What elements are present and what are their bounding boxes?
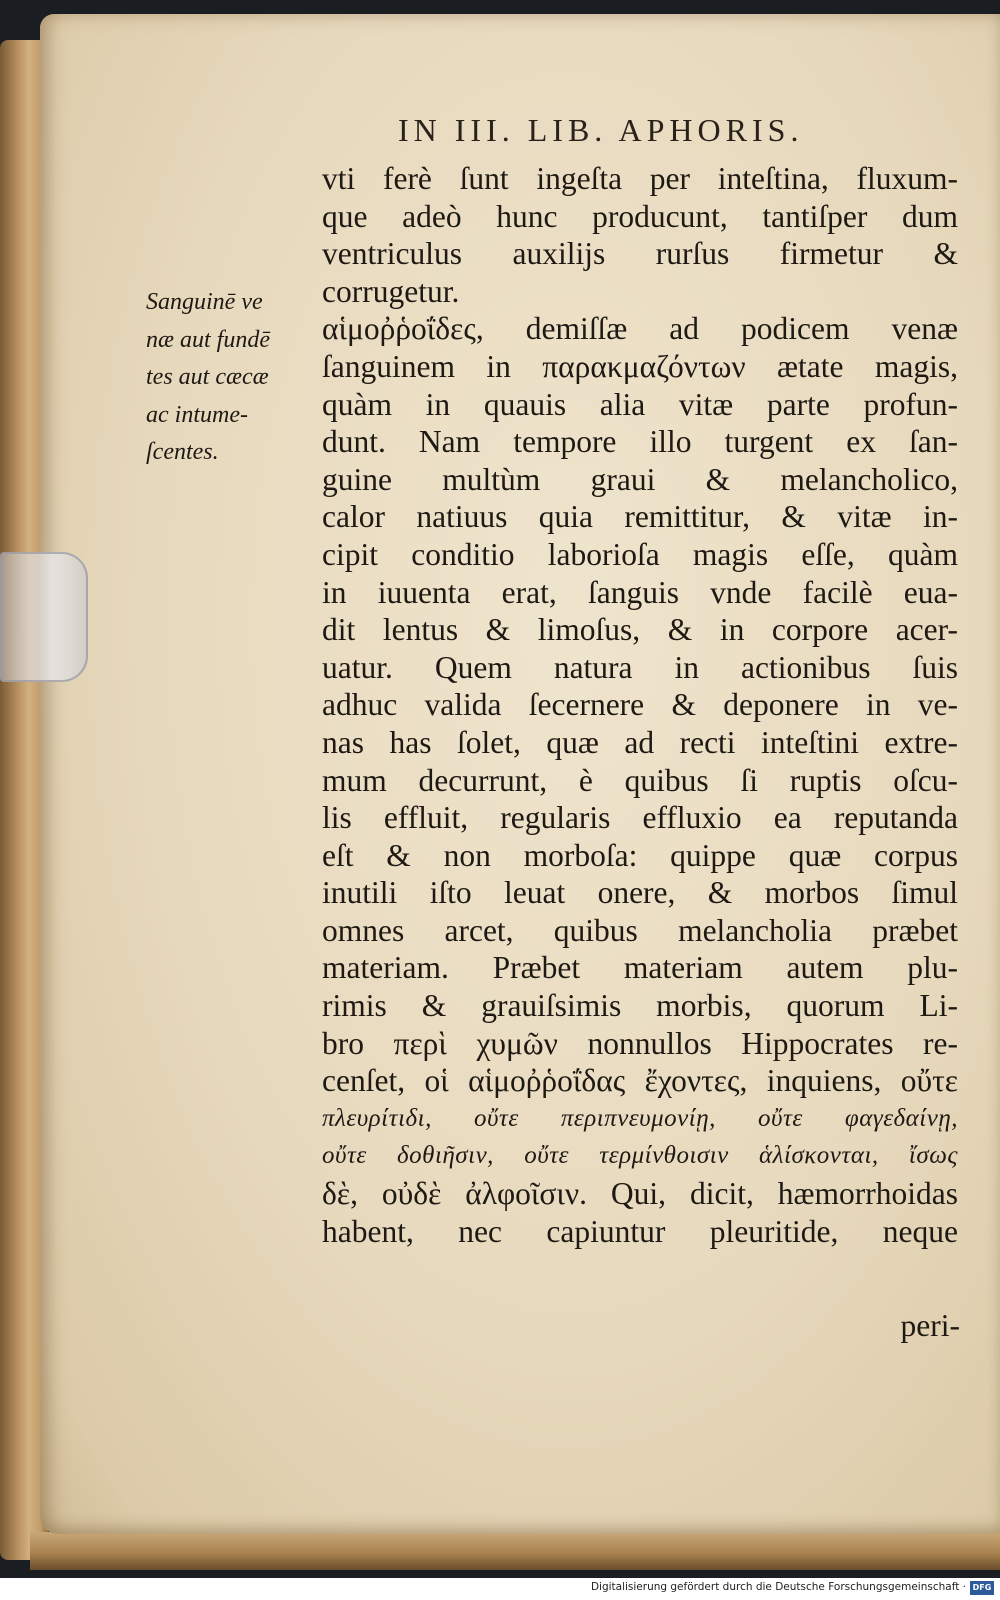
greek-text-line: οὔτε δοθιῆσιν, οὔτε τερμίνθοισιν ἁλίσκονται, ἴσως: [322, 1142, 958, 1170]
text-line: in iuuenta erat, ſanguis vnde facilè eua-: [322, 574, 958, 610]
text-line: materiam. Præbet materiam autem plu-: [322, 950, 958, 986]
text-line: uatur. Quem natura in actionibus ſuis: [322, 649, 958, 685]
page-clip: [0, 552, 88, 682]
text-line: guine multùm graui & melancholico,: [322, 461, 958, 497]
text-line: quàm in quauis alia vitæ parte profun-: [322, 386, 958, 422]
margin-note-line: ſcentes.: [146, 439, 219, 466]
text-line: corrugetur.: [322, 273, 460, 309]
text-line: nas has ſolet, quæ ad recti inteſtini extre-: [322, 724, 958, 760]
text-line: calor natiuus quia remittitur, & vitæ in-: [322, 499, 958, 535]
text-line: δὲ, οὐδὲ ἀλφοῖσιν. Qui, dicit, hæmorrhoidas: [322, 1176, 958, 1212]
text-line: bro περὶ χυμῶν nonnullos Hippocrates re-: [322, 1025, 958, 1061]
margin-note: [146, 284, 316, 472]
text-line: ventriculus auxilijs rurſus firmetur &: [322, 236, 958, 272]
text-line: dunt. Nam tempore illo turgent ex ſan-: [322, 424, 958, 460]
text-line: ſanguinem in παρακμαζόντων ætate magis,: [322, 348, 958, 384]
text-line: mum decurrunt, è quibus ſi ruptis oſcu-: [322, 762, 958, 798]
greek-text-line: πλευρίτιδι, οὔτε περιπνευμονίῃ, οὔτε φαγεδαίνῃ,: [322, 1104, 958, 1132]
text-line: cipit conditio laborioſa magis eſſe, quàm: [322, 536, 958, 572]
text-line: lis effluit, regularis effluxio ea reputanda: [322, 800, 958, 836]
text-line: dit lentus & limoſus, & in corpore acer-: [322, 612, 958, 648]
book-bottom-edge: [30, 1532, 1000, 1570]
text-line: rimis & grauiſsimis morbis, quorum Li-: [322, 988, 958, 1024]
margin-note-line: ac intume-: [146, 401, 248, 428]
text-line: habent, nec capiuntur pleuritide, neque: [322, 1213, 958, 1249]
margin-note-line: Sanguinē ve: [146, 289, 263, 315]
text-line: adhuc valida ſecernere & deponere in ve-: [322, 687, 958, 723]
margin-note-line: tes aut cæcæ: [146, 364, 269, 391]
text-line: inutili iſto leuat onere, & morbos ſimul: [322, 875, 958, 911]
text-line: eſt & non morboſa: quippe quæ corpus: [322, 837, 958, 873]
running-head: IN III. LIB. APHORIS.: [398, 112, 804, 148]
funding-credit: Digitalisierung gefördert durch die Deutsche Forschungsgemeinschaft ·: [590, 1581, 966, 1593]
body-text: [322, 160, 958, 1250]
text-line: omnes arcet, quibus melancholia præbet: [322, 912, 958, 948]
dfg-logo-icon: DFG: [970, 1581, 994, 1595]
text-line: que adeò hunc producunt, tantiſper dum: [322, 198, 958, 234]
text-line: vti ferè ſunt ingeſta per inteſtina, fluxum-: [322, 161, 958, 196]
text-line: αἱμοῤῥοΐδες, demiſſæ ad podicem venæ: [322, 311, 958, 347]
text-line: cenſet, οἱ αἱμοῤῥοΐδας ἔχοντες, inquiens, οὔτε: [322, 1063, 958, 1099]
catchword: peri-: [900, 1308, 960, 1343]
margin-note-line: næ aut fundē: [146, 326, 270, 353]
